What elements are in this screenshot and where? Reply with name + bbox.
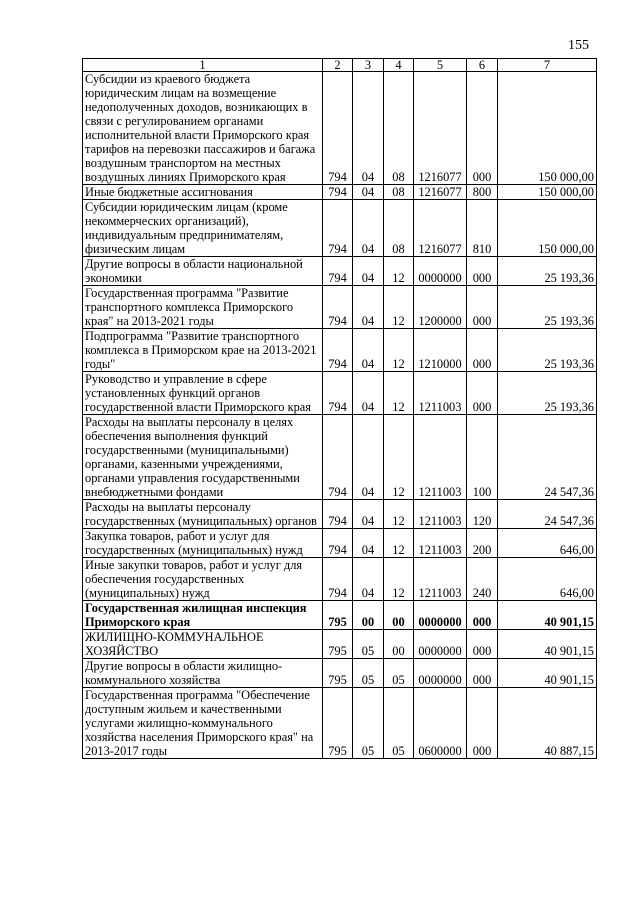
target-article-code: 1211003 — [414, 372, 467, 415]
target-article-code: 1210000 — [414, 329, 467, 372]
table-row — [83, 500, 597, 529]
amount: 25 193,36 — [498, 372, 597, 415]
expense-type-code: 000 — [467, 630, 498, 659]
ministry-code: 795 — [323, 630, 353, 659]
table-row — [83, 200, 597, 257]
row-name: Расходы на выплаты персоналу государственных (муниципальных) органов — [83, 500, 323, 529]
subsection-code: 12 — [384, 329, 414, 372]
table-row — [83, 558, 597, 601]
expense-type-code: 000 — [467, 688, 498, 759]
subsection-code: 12 — [384, 415, 414, 500]
expense-type-code: 000 — [467, 601, 498, 630]
target-article-code: 1211003 — [414, 558, 467, 601]
row-name: Государственная жилищная инспекция Приморского края — [83, 601, 323, 630]
column-header: 3 — [353, 59, 384, 72]
ministry-code: 794 — [323, 200, 353, 257]
section-code: 04 — [353, 286, 384, 329]
subsection-code: 12 — [384, 558, 414, 601]
row-name: Подпрограмма "Развитие транспортного комплекса в Приморском крае на 2013-2021 годы" — [83, 329, 323, 372]
amount: 646,00 — [498, 529, 597, 558]
section-code: 04 — [353, 415, 384, 500]
column-header: 4 — [384, 59, 414, 72]
ministry-code: 794 — [323, 529, 353, 558]
subsection-code: 12 — [384, 529, 414, 558]
subsection-code: 05 — [384, 688, 414, 759]
target-article-code: 1211003 — [414, 529, 467, 558]
section-code: 05 — [353, 688, 384, 759]
ministry-code: 795 — [323, 688, 353, 759]
row-name: Иные закупки товаров, работ и услуг для обеспечения государственных (муниципальных) нужд — [83, 558, 323, 601]
section-code: 00 — [353, 601, 384, 630]
section-code: 04 — [353, 529, 384, 558]
row-name: Расходы на выплаты персоналу в целях обеспечения выполнения функций государственными (муниципальными) органами, казенными учреждениями, органами управления государственными внебюджетными фондами — [83, 415, 323, 500]
section-code: 04 — [353, 72, 384, 185]
table-row — [83, 72, 597, 185]
ministry-code: 794 — [323, 72, 353, 185]
table-row — [83, 286, 597, 329]
target-article-code: 1211003 — [414, 415, 467, 500]
target-article-code: 0600000 — [414, 688, 467, 759]
subsection-code: 12 — [384, 500, 414, 529]
column-header: 2 — [323, 59, 353, 72]
target-article-code: 0000000 — [414, 659, 467, 688]
amount: 25 193,36 — [498, 329, 597, 372]
target-article-code: 1200000 — [414, 286, 467, 329]
subsection-code: 08 — [384, 185, 414, 200]
amount: 25 193,36 — [498, 286, 597, 329]
table-row — [83, 659, 597, 688]
expense-type-code: 200 — [467, 529, 498, 558]
table-row — [83, 630, 597, 659]
amount: 40 887,15 — [498, 688, 597, 759]
ministry-code: 795 — [323, 601, 353, 630]
table-row — [83, 372, 597, 415]
subsection-code: 12 — [384, 286, 414, 329]
table-row — [83, 415, 597, 500]
amount: 40 901,15 — [498, 659, 597, 688]
amount: 40 901,15 — [498, 630, 597, 659]
row-name: Субсидии юридическим лицам (кроме некоммерческих организаций), индивидуальным предпринимателям, физическим лицам — [83, 200, 323, 257]
ministry-code: 794 — [323, 329, 353, 372]
column-header: 1 — [83, 59, 323, 72]
target-article-code: 1216077 — [414, 200, 467, 257]
ministry-code: 794 — [323, 185, 353, 200]
row-name: Субсидии из краевого бюджета юридическим лицам на возмещение недополученных доходов, возникающих в связи с регулированием органами исполнительной власти Приморского края тарифов на перевозки пассажиров и багажа воздушным транспортом на местных воздушных линиях Приморского края — [83, 72, 323, 185]
ministry-code: 794 — [323, 372, 353, 415]
expense-type-code: 000 — [467, 659, 498, 688]
target-article-code: 1216077 — [414, 185, 467, 200]
expense-type-code: 120 — [467, 500, 498, 529]
subsection-code: 12 — [384, 257, 414, 286]
column-header: 6 — [467, 59, 498, 72]
amount: 150 000,00 — [498, 185, 597, 200]
ministry-code: 794 — [323, 286, 353, 329]
table-row — [83, 688, 597, 759]
amount: 24 547,36 — [498, 500, 597, 529]
amount: 40 901,15 — [498, 601, 597, 630]
row-name: Другие вопросы в области жилищно-коммунального хозяйства — [83, 659, 323, 688]
table-row — [83, 329, 597, 372]
ministry-code: 794 — [323, 558, 353, 601]
amount: 150 000,00 — [498, 72, 597, 185]
section-code: 04 — [353, 558, 384, 601]
section-code: 04 — [353, 500, 384, 529]
ministry-code: 794 — [323, 257, 353, 286]
target-article-code: 1216077 — [414, 72, 467, 185]
expense-type-code: 000 — [467, 257, 498, 286]
amount: 150 000,00 — [498, 200, 597, 257]
expense-type-code: 240 — [467, 558, 498, 601]
section-code: 04 — [353, 329, 384, 372]
table-row — [83, 185, 597, 200]
section-code: 04 — [353, 200, 384, 257]
subsection-code: 08 — [384, 72, 414, 185]
subsection-code: 12 — [384, 372, 414, 415]
target-article-code: 0000000 — [414, 601, 467, 630]
row-name: Иные бюджетные ассигнования — [83, 185, 323, 200]
table-row — [83, 529, 597, 558]
expense-type-code: 000 — [467, 329, 498, 372]
row-name: Закупка товаров, работ и услуг для государственных (муниципальных) нужд — [83, 529, 323, 558]
amount: 646,00 — [498, 558, 597, 601]
target-article-code: 0000000 — [414, 257, 467, 286]
row-name: Государственная программа "Обеспечение доступным жильем и качественными услугами жилищно-коммунального хозяйства населения Приморского края" на 2013-2017 годы — [83, 688, 323, 759]
row-name: Другие вопросы в области национальной экономики — [83, 257, 323, 286]
amount: 25 193,36 — [498, 257, 597, 286]
section-code: 05 — [353, 659, 384, 688]
row-name: ЖИЛИЩНО-КОММУНАЛЬНОЕ ХОЗЯЙСТВО — [83, 630, 323, 659]
row-name: Руководство и управление в сфере установленных функций органов государственной власти Приморского края — [83, 372, 323, 415]
expense-type-code: 000 — [467, 372, 498, 415]
budget-table — [82, 58, 597, 759]
ministry-code: 794 — [323, 500, 353, 529]
target-article-code: 1211003 — [414, 500, 467, 529]
section-code: 05 — [353, 630, 384, 659]
section-code: 04 — [353, 372, 384, 415]
ministry-code: 795 — [323, 659, 353, 688]
expense-type-code: 000 — [467, 286, 498, 329]
table-row — [83, 601, 597, 630]
subsection-code: 08 — [384, 200, 414, 257]
subsection-code: 05 — [384, 659, 414, 688]
expense-type-code: 100 — [467, 415, 498, 500]
column-header: 5 — [414, 59, 467, 72]
table-row — [83, 257, 597, 286]
row-name: Государственная программа "Развитие транспортного комплекса Приморского края" на 2013-2021 годы — [83, 286, 323, 329]
header-row — [83, 59, 597, 72]
column-header: 7 — [498, 59, 597, 72]
ministry-code: 794 — [323, 415, 353, 500]
subsection-code: 00 — [384, 630, 414, 659]
expense-type-code: 000 — [467, 72, 498, 185]
section-code: 04 — [353, 185, 384, 200]
section-code: 04 — [353, 257, 384, 286]
subsection-code: 00 — [384, 601, 414, 630]
target-article-code: 0000000 — [414, 630, 467, 659]
page-number: 155 — [568, 38, 589, 53]
expense-type-code: 800 — [467, 185, 498, 200]
amount: 24 547,36 — [498, 415, 597, 500]
expense-type-code: 810 — [467, 200, 498, 257]
